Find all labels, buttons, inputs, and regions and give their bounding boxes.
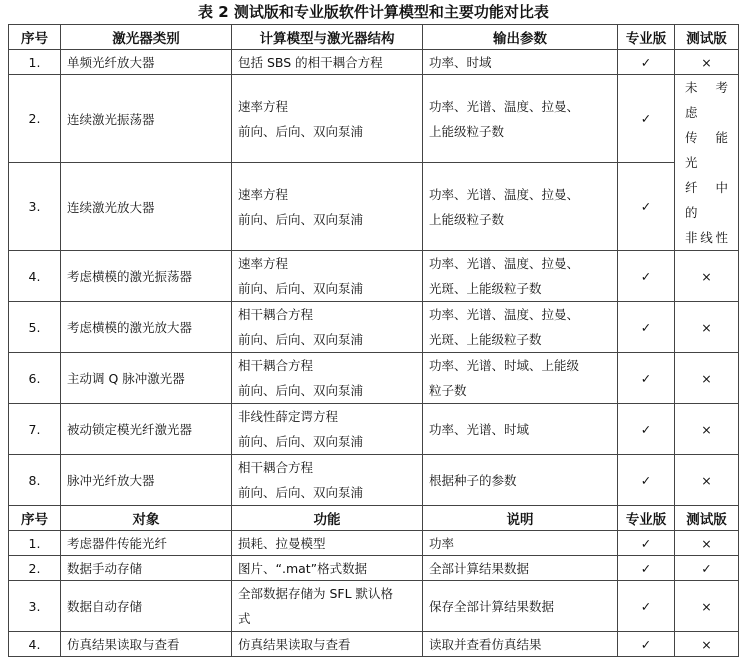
test-mark: ×	[675, 455, 739, 506]
description: 功率	[423, 531, 618, 556]
output-line: 上能级粒子数	[429, 123, 505, 139]
header-test-version: 测试版	[675, 506, 739, 531]
comparison-table	[8, 24, 739, 657]
table1-header-row	[9, 25, 739, 50]
row-index: 3.	[9, 163, 61, 251]
model-structure: 包括 SBS 的相干耦合方程	[232, 50, 423, 75]
laser-category: 考虑横模的激光振荡器	[61, 251, 232, 302]
function	[232, 581, 423, 632]
laser-category: 脉冲光纤放大器	[61, 455, 232, 506]
note-line: 非线性	[685, 230, 728, 245]
pro-mark: ✓	[618, 353, 675, 404]
function-line: 全部数据存储为 SFL 默认格	[238, 586, 394, 601]
model-line: 速率方程	[238, 256, 289, 271]
header-laser-category: 激光器类别	[61, 25, 232, 50]
table-row	[9, 251, 739, 302]
laser-category: 被动锁定模光纤激光器	[61, 404, 232, 455]
test-mark: ×	[675, 404, 739, 455]
pro-mark: ✓	[618, 302, 675, 353]
note-line: 未 考 虑	[685, 80, 728, 120]
output-params	[423, 75, 618, 163]
model-line: 速率方程	[238, 98, 289, 114]
output-line: 功率、光谱、温度、拉曼、	[429, 186, 580, 202]
test-mark: ×	[675, 632, 739, 657]
row-index: 6.	[9, 353, 61, 404]
row-index: 3.	[9, 581, 61, 632]
table-row	[9, 404, 739, 455]
header-object: 对象	[61, 506, 232, 531]
note-line: 纤 中 的	[685, 180, 728, 220]
table-row	[9, 75, 739, 163]
row-index: 5.	[9, 302, 61, 353]
object: 数据自动存储	[61, 581, 232, 632]
output-params: 功率、时域	[423, 50, 618, 75]
model-line: 前向、后向、双向泵浦	[238, 281, 364, 296]
pro-mark: ✓	[618, 75, 675, 163]
header-index: 序号	[9, 506, 61, 531]
model-line: 前向、后向、双向泵浦	[238, 383, 364, 398]
model-structure	[232, 251, 423, 302]
pro-mark: ✓	[618, 455, 675, 506]
table-row	[9, 455, 739, 506]
row-index: 4.	[9, 251, 61, 302]
header-function: 功能	[232, 506, 423, 531]
header-index: 序号	[9, 25, 61, 50]
table-row	[9, 163, 739, 251]
table-row	[9, 302, 739, 353]
pro-mark: ✓	[618, 404, 675, 455]
laser-category: 单频光纤放大器	[61, 50, 232, 75]
output-line: 粒子数	[429, 383, 467, 398]
function: 图片、“.mat”格式数据	[232, 556, 423, 581]
description: 读取并查看仿真结果	[423, 632, 618, 657]
output-line: 上能级粒子数	[429, 211, 505, 227]
header-output-params: 输出参数	[423, 25, 618, 50]
output-params	[423, 163, 618, 251]
output-params: 根据种子的参数	[423, 455, 618, 506]
header-pro-version: 专业版	[618, 506, 675, 531]
pro-mark: ✓	[618, 632, 675, 657]
object: 考虑器件传能光纤	[61, 531, 232, 556]
row-index: 8.	[9, 455, 61, 506]
table-row	[9, 556, 739, 581]
output-params	[423, 251, 618, 302]
output-line: 功率、光谱、温度、拉曼、	[429, 256, 580, 271]
table-row	[9, 581, 739, 632]
row-index: 4.	[9, 632, 61, 657]
model-line: 前向、后向、双向泵浦	[238, 485, 364, 500]
object: 数据手动存储	[61, 556, 232, 581]
table-row	[9, 632, 739, 657]
test-mark: ✓	[675, 556, 739, 581]
pro-mark: ✓	[618, 556, 675, 581]
output-line: 光斑、上能级粒子数	[429, 332, 542, 347]
table2-header-row	[9, 506, 739, 531]
row-index: 7.	[9, 404, 61, 455]
test-mark: ×	[675, 50, 739, 75]
header-model-structure: 计算模型与激光器结构	[232, 25, 423, 50]
model-line: 相干耦合方程	[238, 460, 314, 475]
row-index: 1.	[9, 50, 61, 75]
model-line: 相干耦合方程	[238, 307, 314, 322]
pro-mark: ✓	[618, 251, 675, 302]
output-line: 功率、光谱、时域、上能级	[429, 358, 580, 373]
model-structure	[232, 455, 423, 506]
test-mark: ×	[675, 251, 739, 302]
model-line: 前向、后向、双向泵浦	[238, 332, 364, 347]
pro-mark: ✓	[618, 50, 675, 75]
model-line: 前向、后向、双向泵浦	[238, 434, 364, 449]
pro-mark: ✓	[618, 581, 675, 632]
row-index: 2.	[9, 75, 61, 163]
header-pro-version: 专业版	[618, 25, 675, 50]
output-params	[423, 353, 618, 404]
model-structure	[232, 353, 423, 404]
laser-category: 考虑横模的激光放大器	[61, 302, 232, 353]
table-row	[9, 353, 739, 404]
test-mark: ×	[675, 531, 739, 556]
row-index: 2.	[9, 556, 61, 581]
function: 仿真结果读取与查看	[232, 632, 423, 657]
output-params	[423, 302, 618, 353]
model-line: 非线性薛定谔方程	[238, 409, 339, 424]
output-params: 功率、光谱、时域	[423, 404, 618, 455]
header-description: 说明	[423, 506, 618, 531]
test-mark: ×	[675, 581, 739, 632]
table-caption: 表 2 测试版和专业版软件计算模型和主要功能对比表	[198, 3, 549, 21]
description: 保存全部计算结果数据	[423, 581, 618, 632]
pro-mark: ✓	[618, 163, 675, 251]
table-row	[9, 531, 739, 556]
description: 全部计算结果数据	[423, 556, 618, 581]
laser-category: 主动调 Q 脉冲激光器	[61, 353, 232, 404]
output-line: 功率、光谱、温度、拉曼、	[429, 307, 580, 322]
output-line: 光斑、上能级粒子数	[429, 281, 542, 296]
test-mark: ×	[675, 302, 739, 353]
row-index: 1.	[9, 531, 61, 556]
note-line: 传 能 光	[685, 130, 728, 170]
model-line: 相干耦合方程	[238, 358, 314, 373]
model-structure	[232, 302, 423, 353]
output-line: 功率、光谱、温度、拉曼、	[429, 98, 580, 114]
model-structure	[232, 75, 423, 163]
test-merged-note	[675, 75, 739, 251]
model-line: 前向、后向、双向泵浦	[238, 123, 364, 139]
model-line: 前向、后向、双向泵浦	[238, 211, 364, 227]
model-structure	[232, 163, 423, 251]
header-test-version: 测试版	[675, 25, 739, 50]
test-mark: ×	[675, 353, 739, 404]
pro-mark: ✓	[618, 531, 675, 556]
function-line: 式	[238, 611, 251, 626]
laser-category: 连续激光放大器	[61, 163, 232, 251]
table-row	[9, 50, 739, 75]
model-line: 速率方程	[238, 186, 289, 202]
function: 损耗、拉曼模型	[232, 531, 423, 556]
model-structure	[232, 404, 423, 455]
object: 仿真结果读取与查看	[61, 632, 232, 657]
laser-category: 连续激光振荡器	[61, 75, 232, 163]
